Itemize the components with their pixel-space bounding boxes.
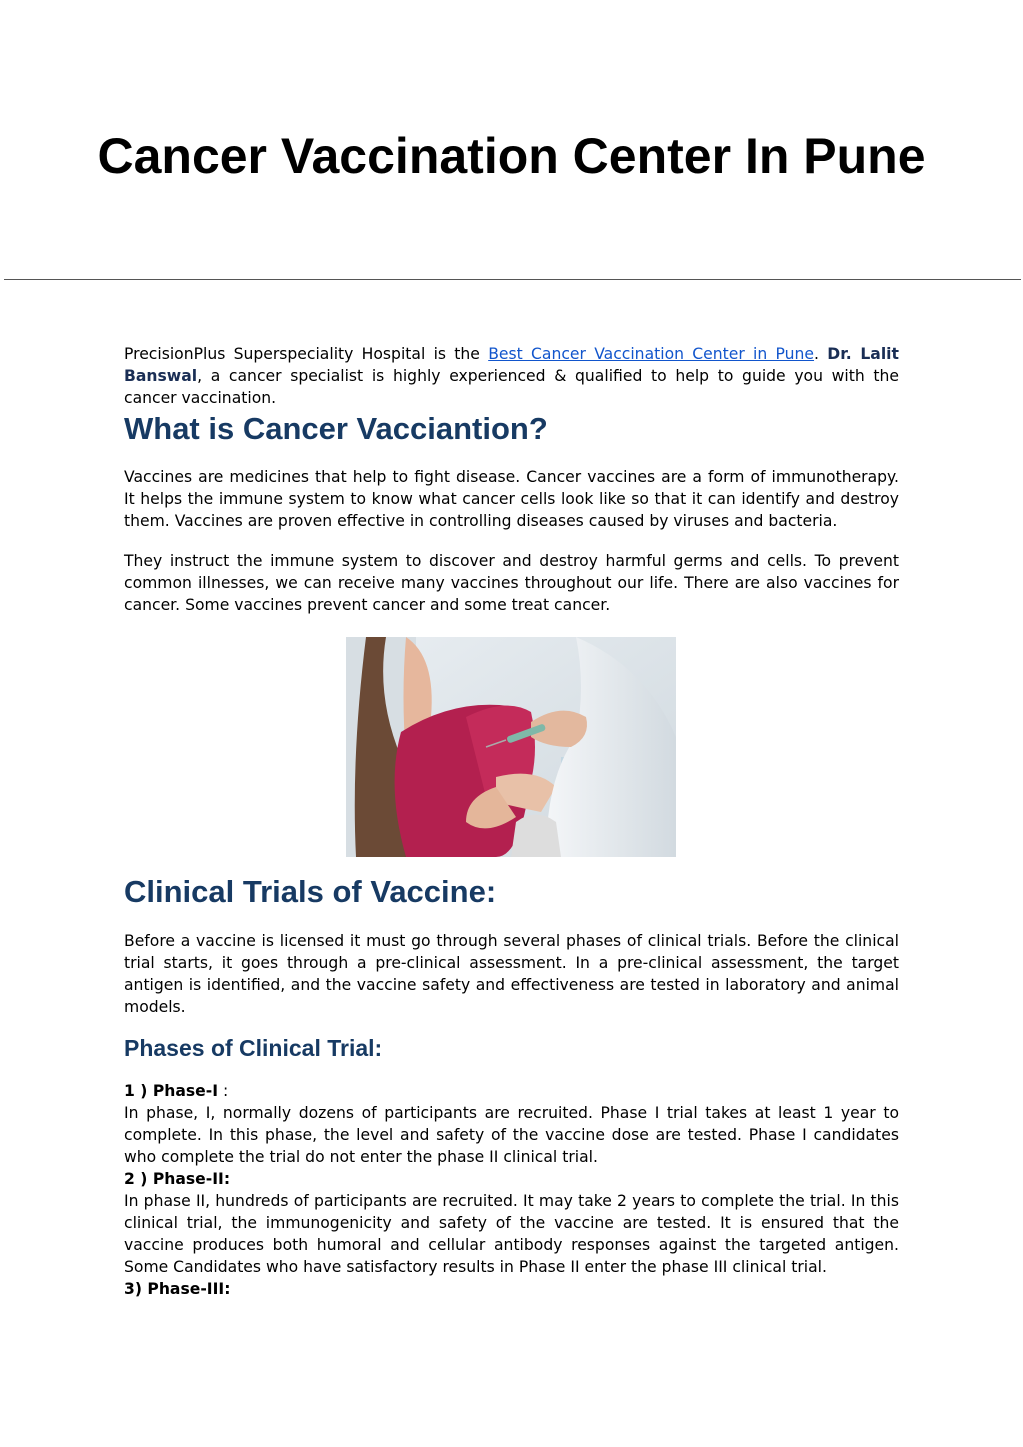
vaccination-illustration bbox=[346, 637, 676, 857]
phase2-text: In phase II, hundreds of participants are recruited. It may take 2 years to complete the trial. In this clinical trial, the immunogenicity and safety of the vaccine are tested. It is ensured that the vaccine produces both humoral and cellular antibody responses against the targeted antigen. Some Candidates who have satisfactory results in Phase II enter the phase III clinical trial. bbox=[124, 1192, 899, 1276]
best-center-link[interactable]: Best Cancer Vaccination Center in Pune bbox=[488, 345, 815, 363]
vaccination-photo bbox=[346, 637, 676, 857]
intro-text-post: , a cancer specialist is highly experienced & qualified to help to guide you with the cancer vaccination. bbox=[124, 367, 899, 407]
section2-paragraph: Before a vaccine is licensed it must go through several phases of clinical trials. Before the clinical trial starts, it goes through a pre-clinical assessment. In a pre-clinical assessment, the target antigen is identified, and the vaccine safety and effectiveness are tested in laboratory and animal models. bbox=[124, 932, 899, 1016]
phase1-heading bbox=[124, 1080, 899, 1102]
phase2-label: 2 ) Phase-II: bbox=[124, 1170, 231, 1188]
title-divider bbox=[4, 279, 1021, 280]
phase1-label: 1 ) Phase-I bbox=[124, 1082, 219, 1100]
intro-paragraph bbox=[124, 343, 899, 409]
phase1-text: In phase, I, normally dozens of participants are recruited. Phase I trial takes at least 1 year to complete. In this phase, the level and safety of the vaccine dose are tested. Phase I candidates who complete the trial do not enter the phase II clinical trial. bbox=[124, 1104, 899, 1166]
doctor-name: Dr. Lalit Banswal bbox=[124, 345, 899, 385]
intro-text-after-link: . bbox=[814, 345, 828, 363]
section1-paragraph-2: They instruct the immune system to discover and destroy harmful germs and cells. To prevent common illnesses, we can receive many vaccines throughout our life. There are also vaccines for cancer. Some vaccines prevent cancer and some treat cancer. bbox=[124, 552, 899, 614]
section-heading-phases: Phases of Clinical Trial: bbox=[124, 1035, 383, 1061]
phase1-suffix: : bbox=[218, 1082, 229, 1100]
intro-paragraph-block bbox=[124, 343, 899, 409]
intro-text-pre: PrecisionPlus Superspeciality Hospital is the bbox=[124, 345, 489, 363]
section-heading-clinical-trials: Clinical Trials of Vaccine: bbox=[124, 874, 497, 909]
section-heading-what-is: What is Cancer Vacciantion? bbox=[124, 411, 548, 446]
phase3-label: 3) Phase-III: bbox=[124, 1280, 231, 1298]
page-title: Cancer Vaccination Center In Pune bbox=[97, 128, 926, 184]
section1-paragraph-1: Vaccines are medicines that help to fight disease. Cancer vaccines are a form of immunotherapy. It helps the immune system to know what cancer cells look like so that it can identify and destroy them. Vaccines are proven effective in controlling diseases caused by viruses and bacteria. bbox=[124, 468, 899, 530]
